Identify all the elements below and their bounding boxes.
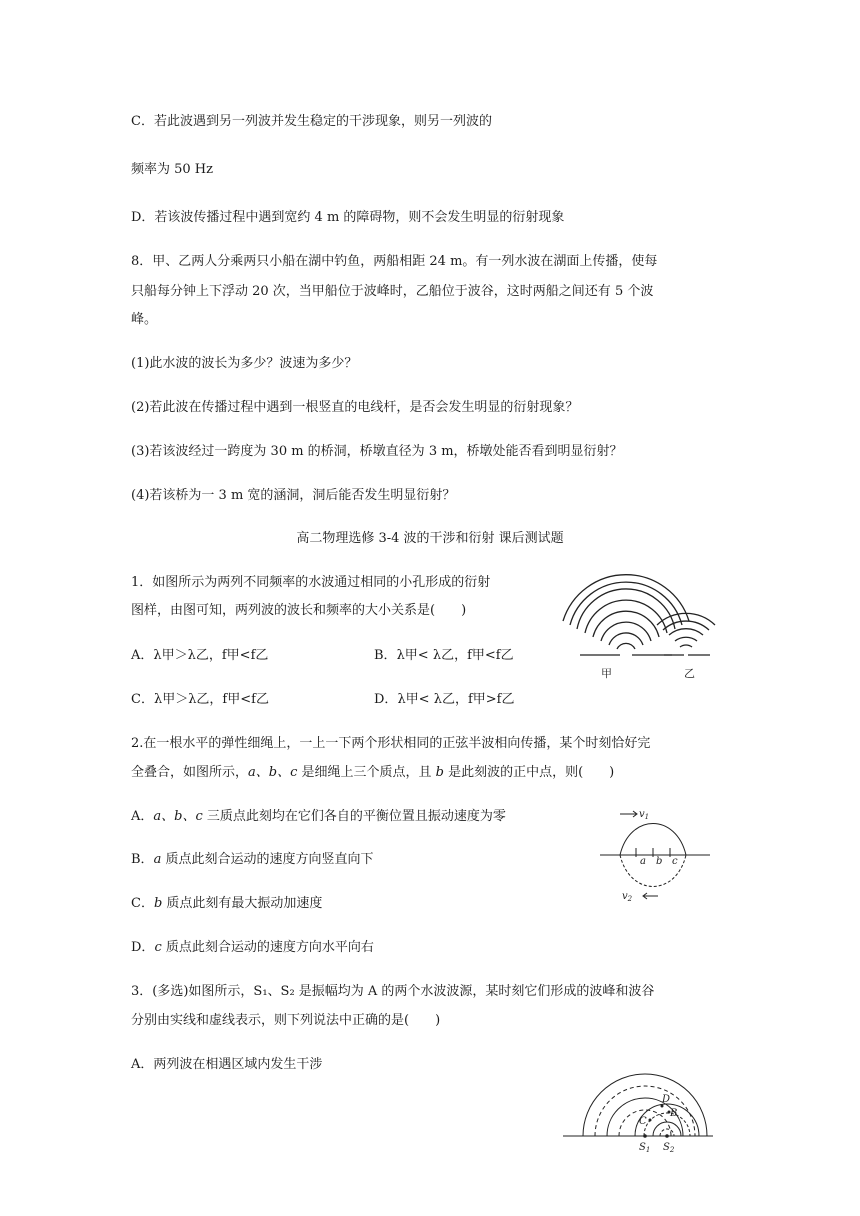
q7-option-c-line1: C．若此波遇到另一列波并发生稳定的干涉现象，则另一列波的	[131, 114, 492, 129]
option-text: 质点此刻有最大振动加速度	[162, 896, 323, 911]
source-s2-dot	[665, 1134, 669, 1138]
p1-option-d	[374, 691, 514, 709]
label-jia: 甲	[601, 667, 612, 680]
variable: b	[435, 765, 444, 780]
p1-option-c	[131, 691, 269, 709]
p3-option-a: A．两列波在相遇区域内发生干涉	[131, 1057, 323, 1072]
variables: a、b、c	[153, 809, 203, 824]
text: 全叠合，如图所示，	[131, 765, 249, 780]
q7-option-d: D．若该波传播过程中遇到宽约 4 m 的障碍物，则不会发生明显的衍射现象	[131, 210, 565, 225]
p2-option-a	[131, 808, 506, 826]
variable: b	[153, 896, 163, 911]
option-text: λ甲< λ乙，f甲<f乙	[396, 648, 514, 663]
q7-option-c-line2: 频率为 50 Hz	[131, 162, 213, 177]
option-label: A．	[131, 648, 154, 663]
p1-stem-line1: 1．如图所示为两列不同频率的水波通过相同的小孔形成的衍射	[131, 575, 491, 590]
option-label: D．	[374, 692, 398, 707]
q8-stem-line2: 只船每分钟上下浮动 20 次，当甲船位于波峰时，乙船位于波谷，这时两船之间还有 5 个波	[131, 284, 654, 299]
label-c: C	[639, 1116, 647, 1127]
option-text: λ甲＞λ乙，f甲<f乙	[153, 648, 269, 663]
option-label: A．	[131, 809, 154, 824]
text: 是此刻波的正中点，则( )	[443, 765, 615, 780]
label-d: D	[662, 1094, 671, 1105]
p3-stem-line2: 分别由实线和虚线表示，则下列说法中正确的是( )	[131, 1013, 441, 1028]
p1-option-b	[374, 647, 514, 665]
option-text: 质点此刻合运动的速度方向水平向右	[161, 940, 374, 955]
option-label: D．	[131, 940, 155, 955]
label-a: a	[640, 856, 646, 867]
p2-stem-line1: 2.在一根水平的弹性细绳上，一上一下两个形状相同的正弦半波相向传播，某个时刻恰好完	[131, 736, 651, 751]
option-label: C．	[131, 896, 154, 911]
label-v1: $v_1$	[639, 809, 650, 821]
option-text: λ甲＞λ乙，f甲<f乙	[153, 692, 269, 707]
variable: c	[154, 940, 162, 955]
diffraction-figure	[560, 585, 720, 685]
p1-stem-line2: 图样，由图可知，两列波的波长和频率的大小关系是( )	[131, 603, 467, 618]
q8-sub4: (4)若该桥为一 3 m 宽的涵洞，洞后能否发生明显衍射？	[131, 488, 456, 503]
variables: a、b、c	[248, 765, 298, 780]
superposition-figure	[600, 805, 710, 905]
p3-stem-line1: 3．(多选)如图所示，S₁、S₂ 是振幅均为 A 的两个水波波源，某时刻它们形成的波峰和波谷	[131, 984, 655, 999]
q8-sub3: (3)若该波经过一跨度为 30 m 的桥洞，桥墩直径为 3 m，桥墩处能否看到明显衍射？	[131, 444, 623, 459]
section-title: 高二物理选修 3-4 波的干涉和衍射 课后测试题	[296, 531, 564, 546]
p1-option-a	[131, 647, 268, 665]
label-b: B	[670, 1108, 678, 1119]
p2-option-b	[131, 851, 373, 869]
diffraction-pattern-yi	[657, 613, 715, 655]
q8-stem-line1: 8．甲、乙两人分乘两只小船在湖中钓鱼，两船相距 24 m。有一列水波在湖面上传播，使每	[131, 254, 658, 269]
diffraction-pattern-jia	[563, 575, 689, 655]
text: 是细绳上三个质点，且	[297, 765, 436, 780]
option-label: B．	[374, 648, 397, 663]
variable: a	[153, 852, 162, 867]
source-s1-dot	[643, 1134, 647, 1138]
p2-option-d	[131, 939, 374, 957]
q8-sub2: (2)若此波在传播过程中遇到一根竖直的电线杆，是否会发生明显的衍射现象？	[131, 400, 579, 415]
p2-option-c	[131, 895, 322, 913]
wave-sources-figure	[563, 1083, 713, 1173]
option-text: 质点此刻合运动的速度方向竖直向下	[161, 852, 374, 867]
option-text: λ甲< λ乙，f甲>f乙	[397, 692, 515, 707]
label-s2: $S_2$	[663, 1142, 675, 1154]
q8-stem-line3: 峰。	[131, 312, 158, 327]
label-s1: $S_1$	[639, 1142, 651, 1154]
point-c-dot	[649, 1119, 652, 1122]
option-text: 三质点此刻均在它们各自的平衡位置且振动速度为零	[202, 809, 506, 824]
label-yi: 乙	[684, 667, 695, 680]
option-label: C．	[131, 692, 154, 707]
option-label: B．	[131, 852, 154, 867]
label-b: b	[656, 856, 663, 867]
label-v2: $v_2$	[622, 891, 633, 903]
q8-sub1: (1)此水波的波长为多少？波速为多少？	[131, 356, 358, 371]
label-c: c	[672, 856, 678, 867]
p2-stem-line2	[131, 764, 614, 782]
